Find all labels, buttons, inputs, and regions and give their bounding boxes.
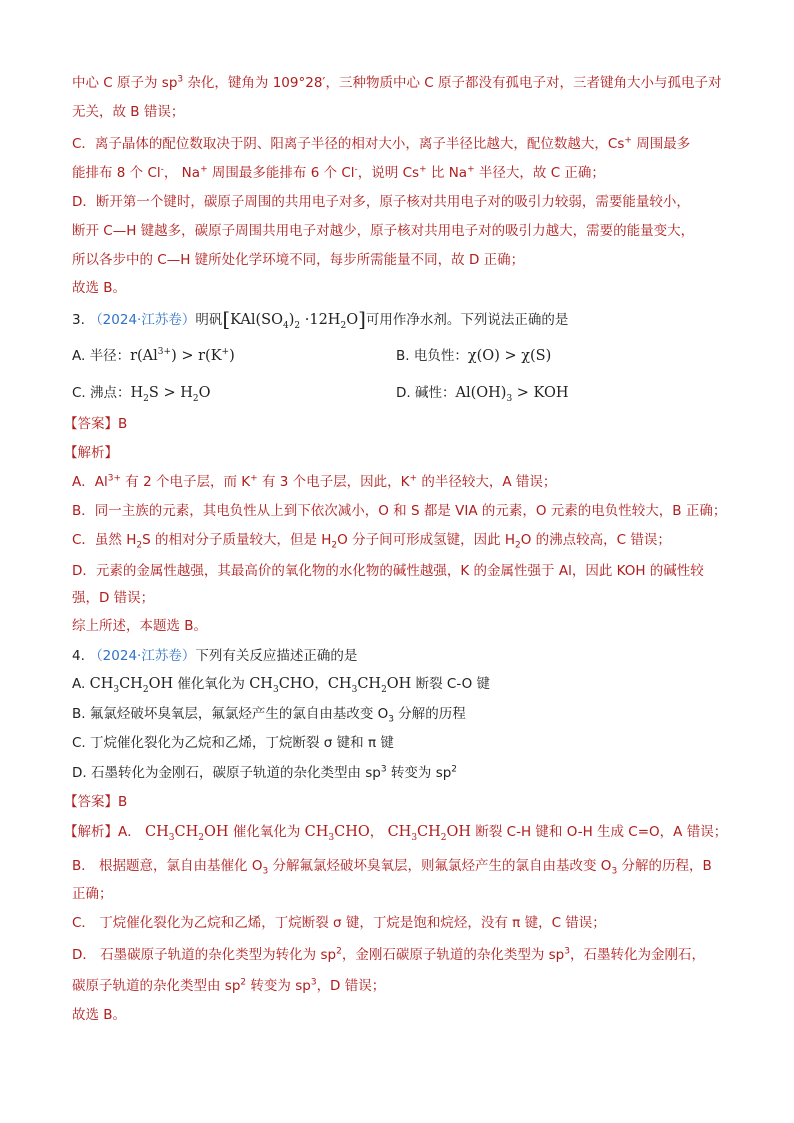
q3-source-tag: （2024·江苏卷） [89, 312, 196, 328]
q4-analysis-c: C． 丁烷催化裂化为乙烷和乙烯，丁烷断裂 σ 键，丁烷是饱和烷烃，没有 π 键，C 错误； [72, 915, 606, 931]
prev-line-3: C．离子晶体的配位数取决于阴、阳离子半径的相对大小，离子半径比越大，配位数越大，Cs+ 周围最多 [72, 135, 691, 152]
prev-line-6: 断开 C—H 键越多，碳原子周围共用电子对越少，原子核对共用电子对的吸引力越大，需要的能量变大， [72, 223, 695, 239]
prev-line-7: 所以各步中的 C—H 键所处化学环境不同，每步所需能量不同，故 D 正确； [72, 252, 525, 268]
q4-option-b: B. 氟氯烃破坏臭氧层，氟氯烃产生的氯自由基改变 $O_3$ 分解的历程 [72, 706, 466, 725]
q4-option-c: C. 丁烷催化裂化为乙烷和乙烯，丁烷断裂 σ 键和 π 键 [72, 735, 394, 751]
q4-stem: 4. （2024·江苏卷）下列有关反应描述正确的是 [72, 648, 358, 664]
q3-answer: 【答案】B [64, 416, 128, 432]
q3-analysis-b: B．同一主族的元素，其电负性从上到下依次减小，O 和 S 都是 VIA 的元素，O 元素的电负性较大，B 正确； [72, 503, 727, 519]
q3-analysis-c: C．虽然 $H_2S$ 的相对分子质量较大，但是 $H_2O$ 分子间可形成氢键，因此 $H_2O$ 的沸点较高，C 错误； [72, 532, 671, 551]
q3-analysis-label: 【解析】 [64, 445, 118, 461]
prev-line-1: 中心 C 原子为 $sp^3$ 杂化，键角为 109°28′，三种物质中心 C 原子都没有孤电子对，三者键角大小与孤电子对 [72, 74, 722, 91]
q4-analysis-d-cont: 碳原子轨道的杂化类型由 $sp^2$ 转变为 $sp^3$，D 错误； [72, 977, 386, 994]
prev-line-5: D．断开第一个键时，碳原子周围的共用电子对多，原子核对共用电子对的吸引力较弱，需要能量较小， [72, 194, 690, 210]
q3-option-a: A. 半径：$r(Al^{3+}) > r(K^+)$ [72, 347, 235, 364]
q3-option-b: B. 电负性：χ(O) > χ(S) [396, 348, 552, 364]
q4-analysis-b-cont: 正确； [72, 886, 113, 902]
q4-source-tag: （2024·江苏卷） [89, 648, 196, 664]
q4-option-a: A. $CH_3CH_2OH$ 催化氧化为 $CH_3CHO$，$CH_3CH_2OH$ 断裂 C-O 键 [72, 676, 491, 695]
prev-line-2: 无关，故 B 错误； [72, 104, 185, 120]
q3-stem: 3. （2024·江苏卷）明矾$[KAl(SO_4)_2 \cdot 12H_2O]$可用作净水剂。下列说法正确的是 [72, 307, 569, 331]
q4-answer: 【答案】B [64, 794, 128, 810]
prev-line-8: 故选 B。 [72, 280, 127, 296]
q4-analysis-d: D． 石墨碳原子轨道的杂化类型为转化为 $sp^2$，金刚石碳原子轨道的杂化类型为 $sp^3$，石墨转化为金刚石， [72, 946, 705, 963]
q4-analysis-a: 【解析】A． $CH_3CH_2OH$ 催化氧化为 $CH_3CHO$， $CH_3CH_2OH$ 断裂 C-H 键和 O-H 生成 C=O，A 错误； [64, 824, 728, 843]
q4-option-d: D. 石墨转化为金刚石，碳原子轨道的杂化类型由 $sp^3$ 转变为 $sp^2$ [72, 764, 458, 781]
q4-conclusion: 故选 B。 [72, 1007, 127, 1023]
q4-analysis-b: B． 根据题意，氯自由基催化 $O_3$ 分解氟氯烃破坏臭氧层，则氟氯烃产生的氯自由基改变 $O_3$ 分解的历程，B [72, 858, 712, 877]
q3-summary: 综上所述，本题选 B。 [72, 618, 208, 634]
prev-line-4: 能排布 8 个 Cl-， Na+ 周围最多能排布 6 个 Cl-，说明 Cs+ 比 Na+ 半径大，故 C 正确； [72, 164, 605, 181]
q3-analysis-d-cont: 强，D 错误； [72, 590, 155, 606]
q3-option-c: C. 沸点：$H_2S > H_2O$ [72, 385, 211, 404]
q3-analysis-d: D．元素的金属性越强，其最高价的氧化物的水化物的碱性越强，K 的金属性强于 Al，因此 KOH 的碱性较 [72, 563, 704, 579]
q3-analysis-a: A．$Al^{3+}$ 有 2 个电子层，而 K+ 有 3 个电子层，因此，K+ 的半径较大，A 错误； [72, 473, 557, 490]
q3-formula: $[KAl(SO_4)_2 \cdot 12H_2O]$ [222, 307, 366, 331]
q3-option-d: D. 碱性：$Al(OH)_3$ > KOH [396, 385, 569, 404]
